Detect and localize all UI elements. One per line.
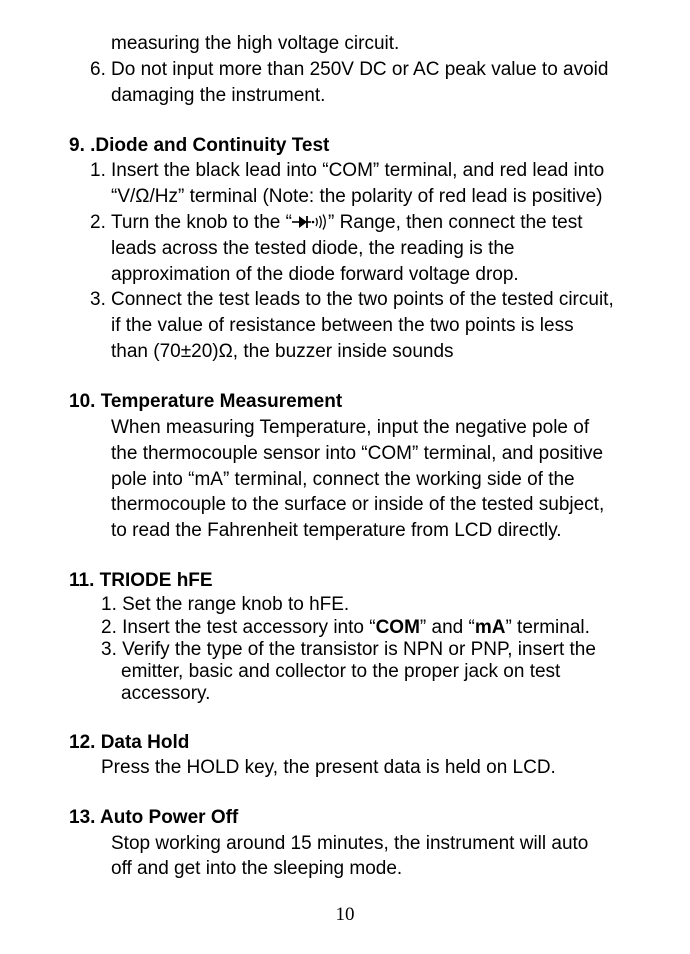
body-line: measuring the high voltage circuit. (111, 33, 400, 54)
list-text: Connect the test leads to the two points of the tested circuit, (111, 289, 614, 310)
section-heading: 9. .Diode and Continuity Test (69, 135, 330, 156)
body-line: Stop working around 15 minutes, the instrument will auto (111, 833, 589, 854)
body-line: than (70±20)Ω, the buzzer inside sounds (111, 341, 454, 362)
list-item (90, 288, 614, 312)
body-line: accessory. (121, 683, 211, 704)
body-line: Press the HOLD key, the present data is held on LCD. (101, 757, 556, 778)
list-text-mid: ” and “ (419, 617, 475, 638)
body-line: to read the Fahrenheit temperature from LCD directly. (111, 520, 562, 541)
list-number: 3. (90, 289, 106, 310)
list-text-pre: Turn the knob to the “ (111, 212, 292, 233)
terminal-com: COM (375, 617, 420, 638)
list-item (90, 159, 604, 183)
body-line: the thermocouple sensor into “COM” terminal, and positive (111, 443, 604, 464)
section-heading: 10. Temperature Measurement (69, 391, 343, 412)
section-heading: 12. Data Hold (69, 732, 190, 753)
diode-continuity-icon (292, 213, 328, 237)
body-line: “V/Ω/Hz” terminal (Note: the polarity of red lead is positive) (111, 186, 603, 207)
list-number: 2. (90, 212, 106, 233)
terminal-ma: mA (474, 617, 506, 638)
list-text-post: ” terminal. (505, 617, 590, 638)
list-item: 1. Set the range knob to hFE. (101, 594, 350, 615)
list-number: 6. (90, 59, 106, 80)
list-number: 1. (90, 160, 106, 181)
list-item (90, 211, 583, 237)
body-line: leads across the tested diode, the reading is the (111, 238, 515, 259)
body-line: When measuring Temperature, input the negative pole of (111, 417, 590, 438)
list-text: Insert the black lead into “COM” terminal, and red lead into (111, 160, 605, 181)
list-item (101, 616, 590, 640)
body-line: thermocouple to the surface or inside of the tested subject, (111, 494, 605, 515)
body-line: damaging the instrument. (111, 85, 326, 106)
list-text: Do not input more than 250V DC or AC peak value to avoid (111, 59, 609, 80)
section-heading: 13. Auto Power Off (69, 807, 239, 828)
body-line: pole into “mA” terminal, connect the working side of the (111, 469, 575, 490)
list-item: 3. Verify the type of the transistor is NPN or PNP, insert the (101, 639, 596, 660)
page-number: 10 (335, 904, 355, 925)
list-text-pre: 2. Insert the test accessory into “ (101, 617, 376, 638)
body-line: emitter, basic and collector to the proper jack on test (121, 661, 561, 682)
section-heading: 11. TRIODE hFE (69, 570, 213, 591)
body-line: off and get into the sleeping mode. (111, 858, 403, 879)
list-item (90, 58, 608, 82)
list-text-post: ” Range, then connect the test (327, 212, 583, 233)
body-line: if the value of resistance between the two points is less (111, 315, 574, 336)
body-line: approximation of the diode forward voltage drop. (111, 264, 519, 285)
